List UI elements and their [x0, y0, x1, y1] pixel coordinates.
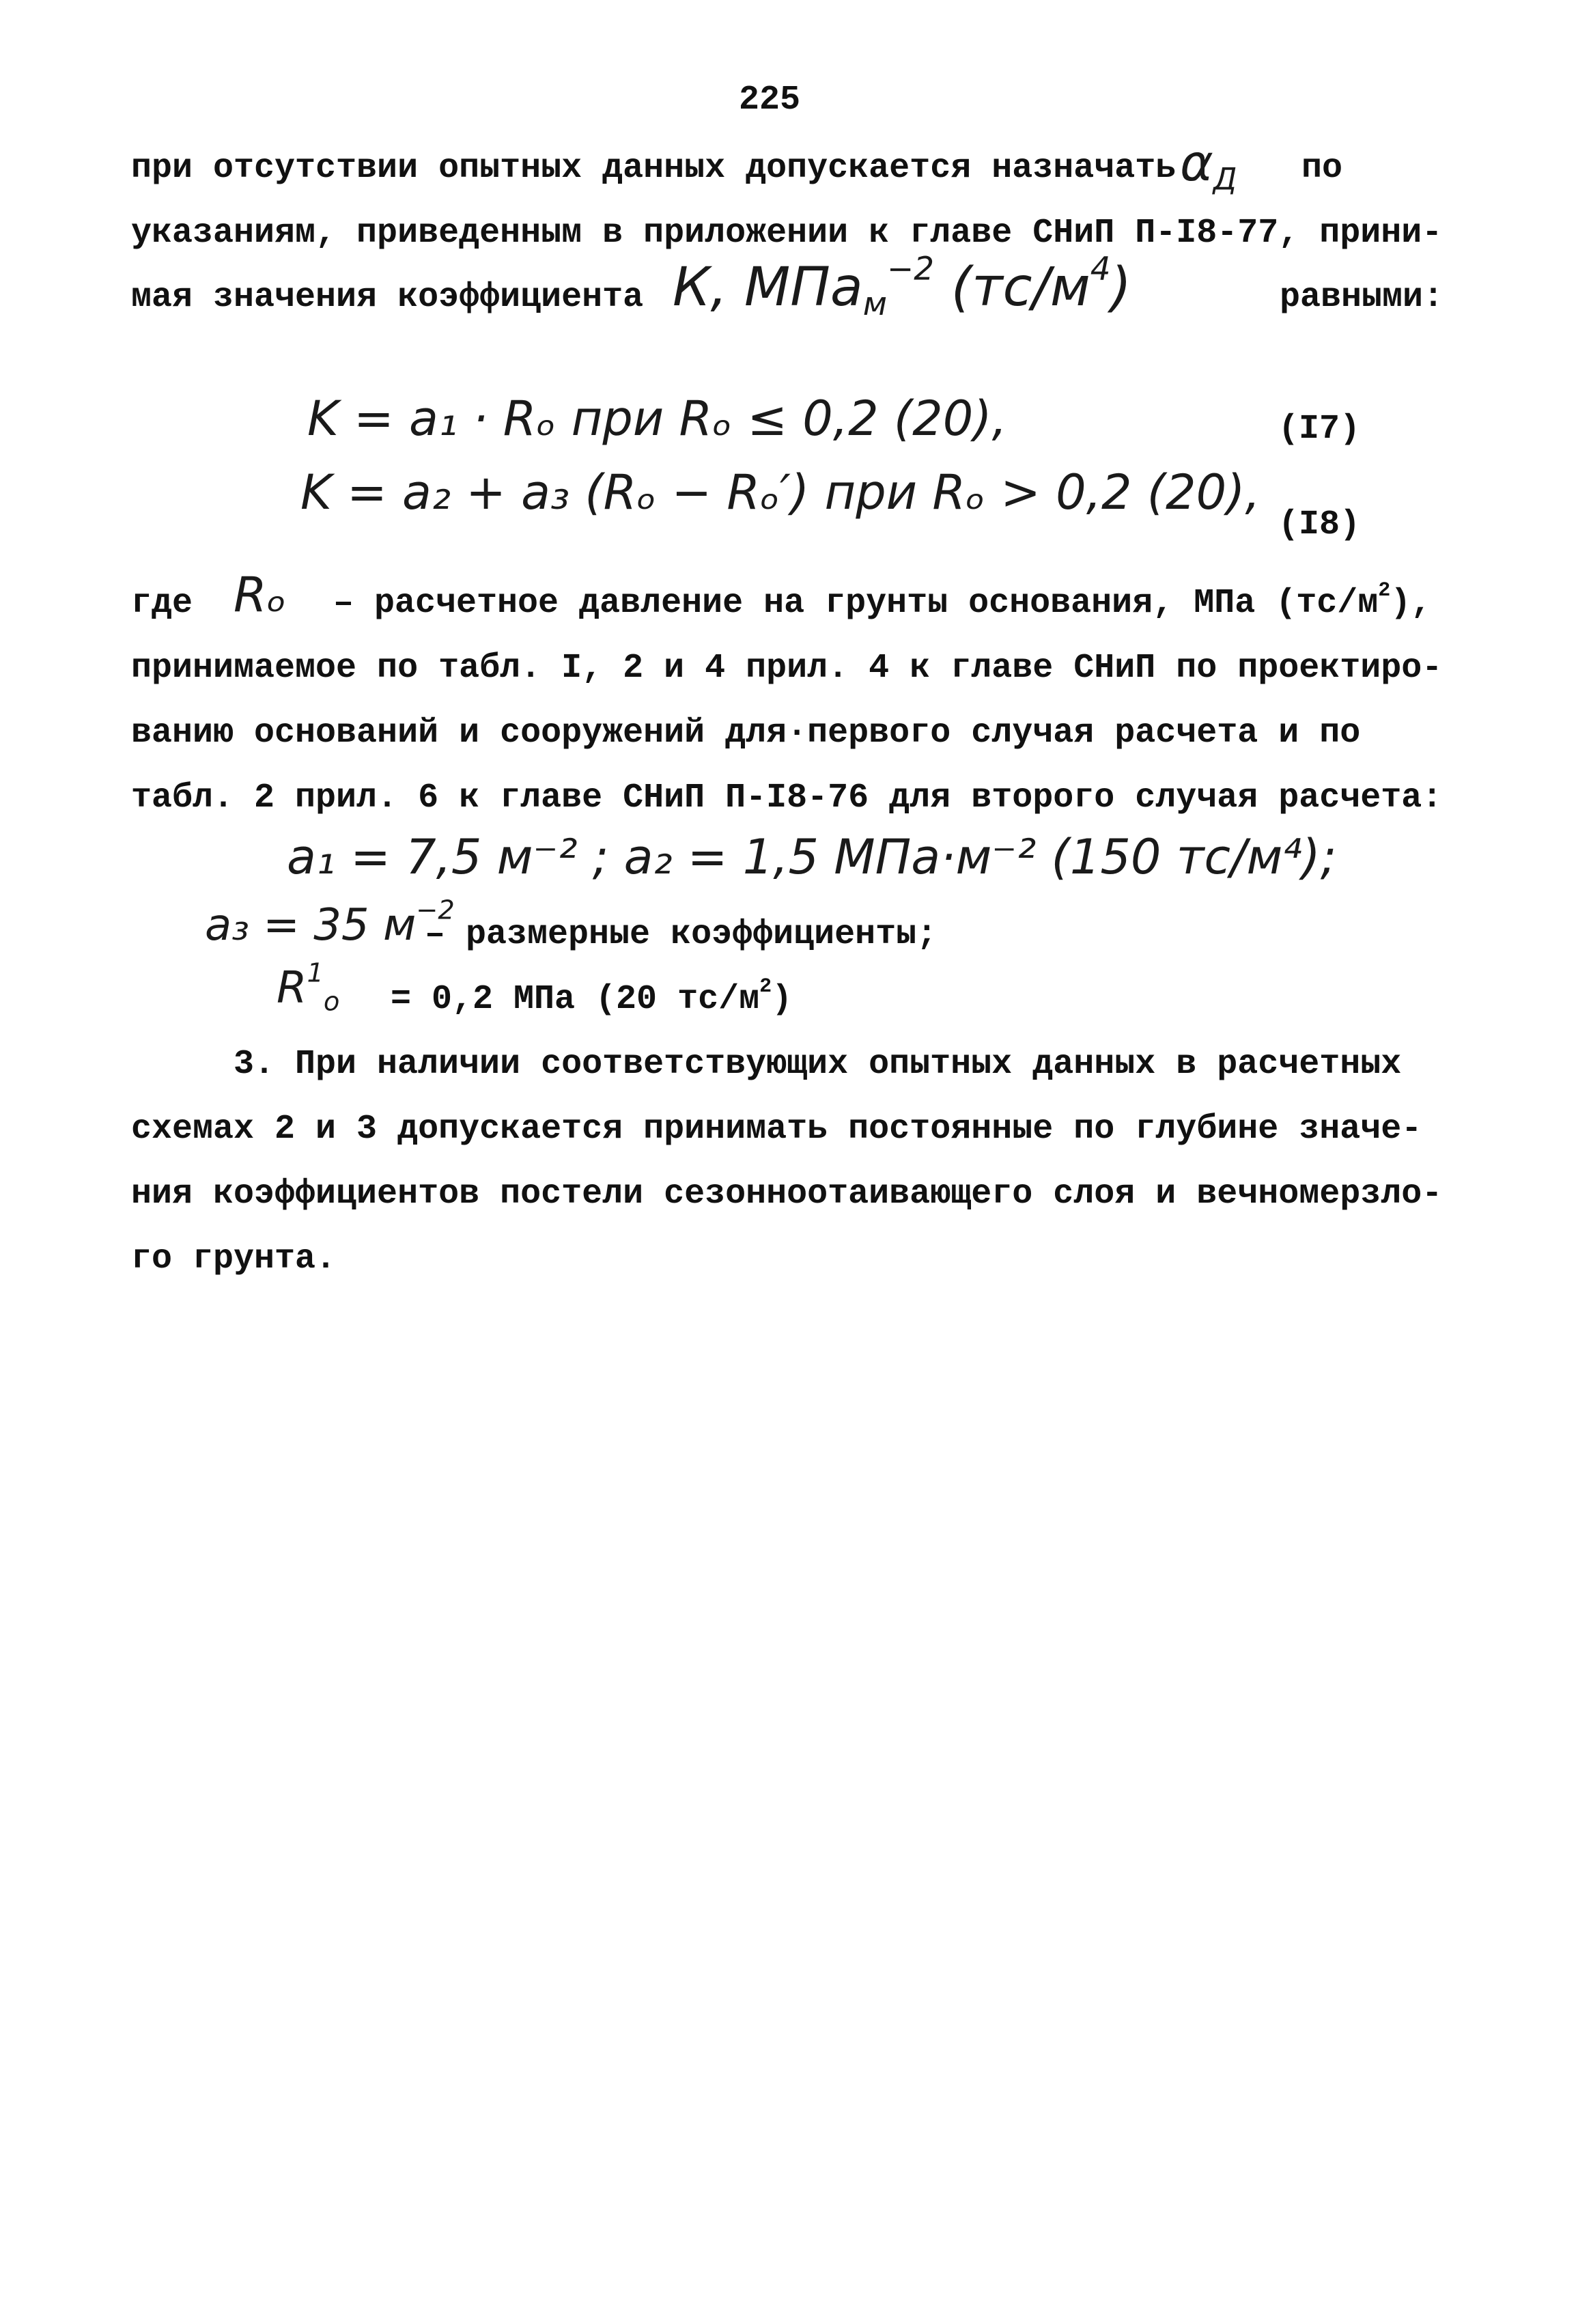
r0-symbol: Rₒ: [234, 567, 287, 623]
coefficient-a3-handwritten: a₃ = 35 $м^{-2}$: [205, 895, 455, 951]
para1-line3-end: равными:: [1280, 278, 1444, 317]
para2-line3: ванию оснований и сооружений для·первого случая расчета и по: [131, 714, 1361, 753]
coefficients-a1-a2: a₁ = 7,5 м⁻² ; a₂ = 1,5 МПа·м⁻² (150 тс/м⁴);: [287, 829, 1337, 885]
alpha-d-symbol: $\alpha_Д$: [1180, 134, 1237, 197]
page-number: 225: [739, 81, 801, 120]
k-units-handwritten: К, МПа$_м^{-2}$ $(тс/м^4)$: [673, 251, 1131, 324]
para1-line1-text: при отсутствии опытных данных допускается назначать: [131, 149, 1177, 188]
para3-line4: го грунта.: [131, 1240, 337, 1278]
r0-prime-handwritten: $R^1_o$: [277, 957, 340, 1018]
para2-line1: – расчетное давление на грунты основания, МПа $(тс/м^2)$,: [333, 579, 1432, 623]
equation-18-number: (I8): [1278, 505, 1361, 544]
equation-17-number: (I7): [1278, 410, 1361, 449]
para3-line2: схемах 2 и 3 допускается принимать постоянные по глубине значе-: [131, 1110, 1422, 1149]
equation-18: K = a₂ + a₃ (Rₒ − Rₒ′) при Rₒ > 0,2 (20),: [300, 464, 1261, 520]
r0-prime-value: = 0,2 МПа (20 $тс/м^2$): [391, 975, 793, 1019]
para2-line4: табл. 2 прил. 6 к главе СНиП П-I8-76 для второго случая расчета:: [131, 779, 1443, 817]
equation-17: K = a₁ · Rₒ при Rₒ ≤ 0,2 (20),: [307, 391, 1007, 447]
coefficient-a3-text: – размерные коэффициенты;: [425, 915, 938, 954]
para3-line3: ния коэффициентов постели сезонноотаивающего слоя и вечномерзло-: [131, 1175, 1443, 1214]
para3-line1: 3. При наличии соответствующих опытных данных в расчетных: [234, 1045, 1402, 1084]
para1-line1-end: по: [1301, 149, 1343, 188]
para1-line2: указаниям, приведенным в приложении к главе СНиП П-I8-77, прини-: [131, 214, 1443, 253]
para1-line3: мая значения коэффициента: [131, 278, 644, 317]
para2-line1-start: где: [131, 584, 193, 623]
para2-line2: принимаемое по табл. I, 2 и 4 прил. 4 к главе СНиП по проектиро-: [131, 649, 1443, 688]
para1-line1: [131, 149, 1176, 188]
